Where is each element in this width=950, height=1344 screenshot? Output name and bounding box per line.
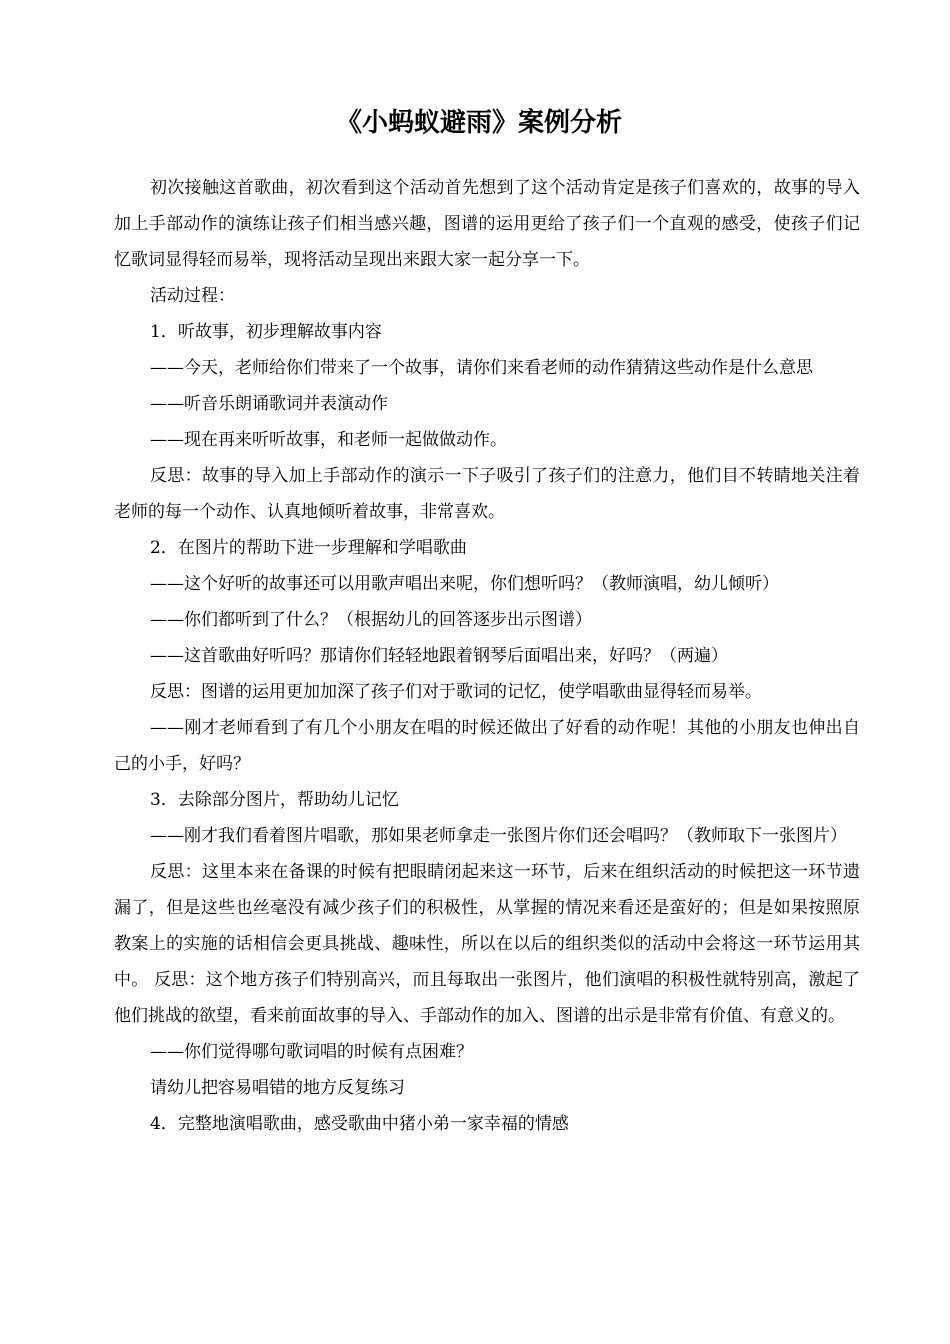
- step-2-line-2: ——你们都听到了什么？（根据幼儿的回答逐步出示图谱）: [150, 610, 592, 630]
- document-title: 《小蚂蚁避雨》案例分析: [335, 108, 622, 138]
- step-3-line-1: ——刚才我们看着图片唱歌，那如果老师拿走一张图片你们还会唱吗？（教师取下一张图片）: [150, 826, 847, 846]
- document-body: [114, 170, 860, 1142]
- step-2-line-4: ——刚才老师看到了有几个小朋友在唱的时候还做出了好看的动作呢！其他的小朋友也伸出自己的小手，好吗？: [114, 718, 860, 774]
- paragraph-process-heading: 活动过程：: [150, 286, 235, 306]
- step-1-heading: 1．听故事，初步理解故事内容: [150, 322, 382, 342]
- step-4-heading: 4．完整地演唱歌曲，感受歌曲中猪小弟一家幸福的情感: [150, 1114, 569, 1134]
- step-2-heading: 2．在图片的帮助下进一步理解和学唱歌曲: [150, 538, 467, 558]
- step-3-reflection: 反思：这里本来在备课的时候有把眼睛闭起来这一环节，后来在组织活动的时候把这一环节遗漏了，但是这些也丝毫没有减少孩子们的积极性，从掌握的情况来看还是蛮好的；但是如果按照原教案上的实施的话相信会更具挑战、趣味性，所以在以后的组织类似的活动中会将这一环节运用其中。 反思：这个地方孩子们特别高兴，而且每取出一张图片，他们演唱的积极性就特别高，激起了他们挑战的欲望，看来前面故事的导入、手部动作的加入、图谱的出示是非常有价值、有意义的。: [114, 862, 860, 1026]
- step-3-line-3: 请幼儿把容易唱错的地方反复练习: [150, 1078, 405, 1098]
- step-2-line-1: ——这个好听的故事还可以用歌声唱出来呢，你们想听吗？（教师演唱，幼儿倾听）: [150, 574, 779, 594]
- paragraph-intro: 初次接触这首歌曲，初次看到这个活动首先想到了这个活动肯定是孩子们喜欢的，故事的导入加上手部动作的演练让孩子们相当感兴趣，图谱的运用更给了孩子们一个直观的感受，使孩子们记忆歌词显得轻而易举，现将活动呈现出来跟大家一起分享一下。: [114, 178, 860, 270]
- step-1-line-3: ——现在再来听听故事，和老师一起做做动作。: [150, 430, 507, 450]
- step-1-reflection: 反思：故事的导入加上手部动作的演示一下子吸引了孩子们的注意力，他们目不转睛地关注着老师的每一个动作、认真地倾听着故事，非常喜欢。: [114, 466, 860, 522]
- step-3-heading: 3．去除部分图片，帮助幼儿记忆: [150, 790, 399, 810]
- step-1-line-1: ——今天，老师给你们带来了一个故事，请你们来看老师的动作猜猜这些动作是什么意思: [150, 358, 813, 378]
- step-2-line-3: ——这首歌曲好听吗？那请你们轻轻地跟着钢琴后面唱出来，好吗？（两遍）: [150, 646, 728, 666]
- step-1-line-2: ——听音乐朗诵歌词并表演动作: [150, 394, 388, 414]
- step-2-reflection: 反思：图谱的运用更加加深了孩子们对于歌词的记忆，使学唱歌曲显得轻而易举。: [150, 682, 762, 702]
- step-3-line-2: ——你们觉得哪句歌词唱的时候有点困难？: [150, 1042, 473, 1062]
